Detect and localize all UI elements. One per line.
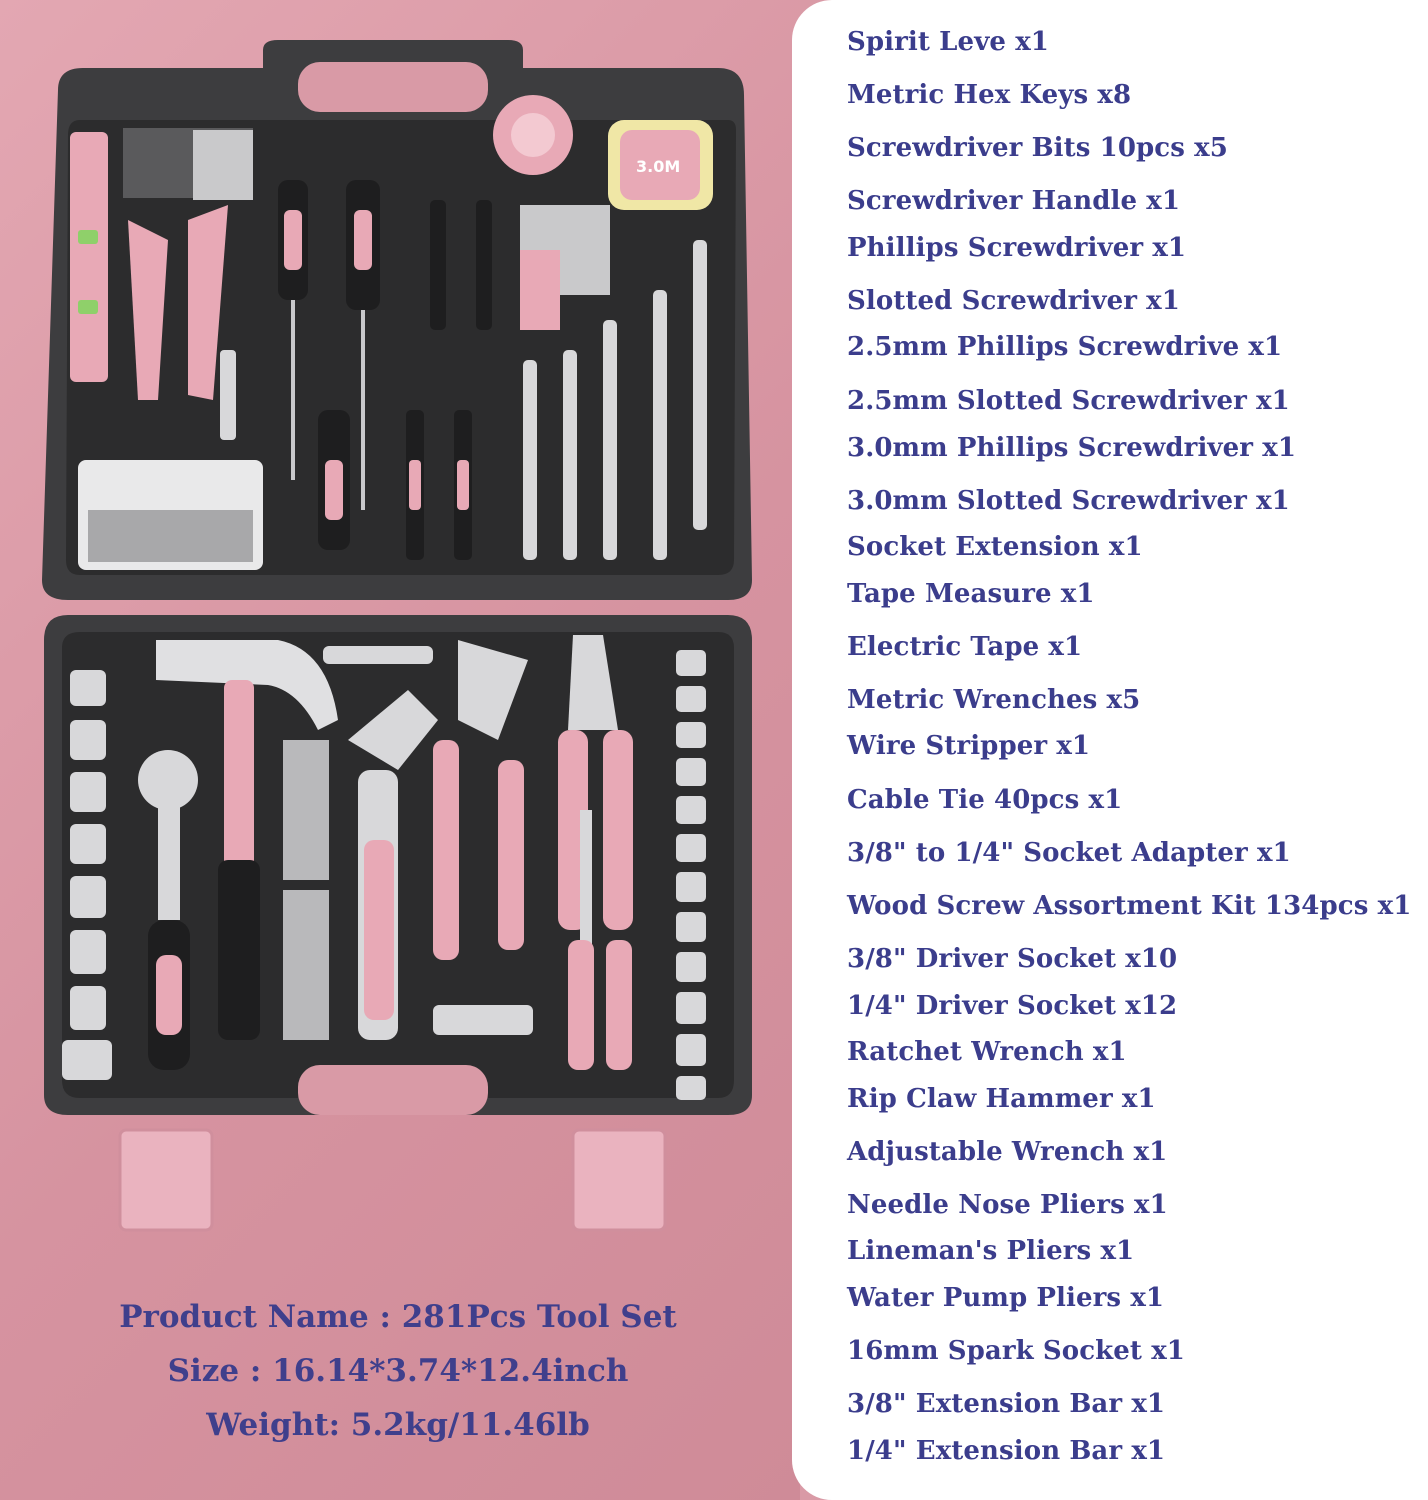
list-item: 3.0mm Phillips Screwdriver x1 (847, 433, 1297, 463)
list-item: Needle Nose Pliers x1 (847, 1190, 1168, 1220)
product-weight: Weight: 5.2kg/11.46lb (206, 1407, 590, 1443)
list-item: Lineman's Pliers x1 (847, 1236, 1135, 1266)
list-item: 3/8" Driver Socket x10 (847, 944, 1178, 974)
list-item: 1/4" Driver Socket x12 (847, 991, 1178, 1021)
list-item: 3/8" to 1/4" Socket Adapter x1 (847, 838, 1291, 868)
list-item: Adjustable Wrench x1 (847, 1137, 1168, 1167)
lower-case (44, 615, 752, 1230)
product-name: Product Name : 281Pcs Tool Set (119, 1299, 677, 1335)
list-item: Cable Tie 40pcs x1 (847, 785, 1123, 815)
svg-text:3.0M: 3.0M (636, 157, 681, 176)
list-item: 2.5mm Slotted Screwdriver x1 (847, 386, 1290, 416)
list-item: Electric Tape x1 (847, 632, 1083, 662)
list-item: Ratchet Wrench x1 (847, 1037, 1127, 1067)
upper-lid (42, 40, 752, 600)
list-item: Screwdriver Handle x1 (847, 186, 1181, 216)
list-item: Rip Claw Hammer x1 (847, 1084, 1156, 1114)
list-item: Screwdriver Bits 10pcs x5 (847, 133, 1228, 163)
list-item: Spirit Leve x1 (847, 27, 1049, 57)
list-item: Wood Screw Assortment Kit 134pcs x1 (847, 891, 1412, 921)
list-item: Tape Measure x1 (847, 579, 1095, 609)
list-item: Metric Hex Keys x8 (847, 80, 1132, 110)
list-item: 3.0mm Slotted Screwdriver x1 (847, 486, 1290, 516)
list-item: 16mm Spark Socket x1 (847, 1336, 1185, 1366)
tool-case-image (28, 40, 768, 1240)
list-item: Wire Stripper x1 (847, 731, 1091, 761)
list-item: 2.5mm Phillips Screwdrive x1 (847, 332, 1283, 362)
list-item: Slotted Screwdriver x1 (847, 286, 1180, 316)
list-item: Phillips Screwdriver x1 (847, 233, 1187, 263)
list-item: Metric Wrenches x5 (847, 685, 1141, 715)
list-item: 3/8" Extension Bar x1 (847, 1389, 1166, 1419)
list-item: 1/4" Extension Bar x1 (847, 1436, 1166, 1466)
list-item: Socket Extension x1 (847, 532, 1143, 562)
product-size: Size : 16.14*3.74*12.4inch (167, 1353, 629, 1389)
product-info (28, 1290, 768, 1452)
contents-panel (792, 0, 1428, 1500)
list-item: Water Pump Pliers x1 (847, 1283, 1165, 1313)
